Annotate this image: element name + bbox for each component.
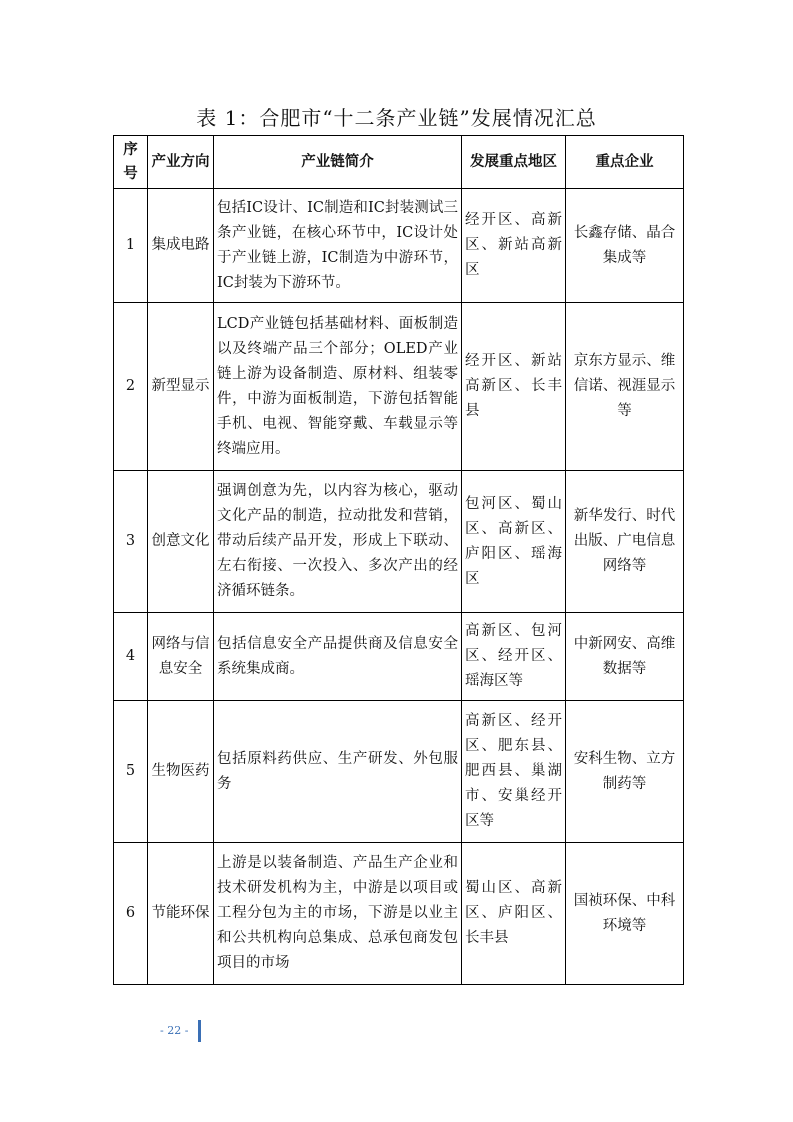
table-row <box>114 471 684 613</box>
row-enterprises: 长鑫存储、晶合集成等 <box>566 189 684 303</box>
table-row <box>114 843 684 985</box>
row-intro: 包括原料药供应、生产研发、外包服务 <box>214 701 462 843</box>
row-region: 包河区、蜀山区、高新区、庐阳区、瑶海区 <box>462 471 566 613</box>
row-index: 4 <box>114 613 148 701</box>
table-title: 表 1：合肥市“十二条产业链”发展情况汇总 <box>196 106 597 130</box>
row-enterprises: 安科生物、立方制药等 <box>566 701 684 843</box>
page-marker-bar <box>198 1020 201 1042</box>
row-enterprises: 新华发行、时代出版、广电信息网络等 <box>566 471 684 613</box>
row-index: 5 <box>114 701 148 843</box>
row-direction: 创意文化 <box>148 471 214 613</box>
row-region: 高新区、经开区、肥东县、肥西县、巢湖市、安巢经开区等 <box>462 701 566 843</box>
row-intro: LCD产业链包括基础材料、面板制造以及终端产品三个部分；OLED产业链上游为设备制造、原材料、组装零件，中游为面板制造，下游包括智能手机、电视、智能穿戴、车载显示等终端应用。 <box>214 303 462 471</box>
header-direction: 产业方向 <box>148 136 214 189</box>
row-enterprises: 京东方显示、维信诺、视涯显示等 <box>566 303 684 471</box>
row-index: 2 <box>114 303 148 471</box>
row-index: 3 <box>114 471 148 613</box>
table-row <box>114 701 684 843</box>
row-direction: 新型显示 <box>148 303 214 471</box>
row-index: 1 <box>114 189 148 303</box>
row-direction: 生物医药 <box>148 701 214 843</box>
row-enterprises: 中新网安、高维数据等 <box>566 613 684 701</box>
page-number: - 22 - <box>160 1024 189 1037</box>
row-intro: 上游是以装备制造、产品生产企业和技术研发机构为主，中游是以项目或工程分包为主的市场，下游是以业主和公共机构向总集成、总承包商发包项目的市场 <box>214 843 462 985</box>
row-intro: 包括信息安全产品提供商及信息安全系统集成商。 <box>214 613 462 701</box>
row-region: 经开区、高新区、新站高新区 <box>462 189 566 303</box>
row-intro: 强调创意为先，以内容为核心，驱动文化产品的制造，拉动批发和营销，带动后续产品开发，形成上下联动、左右衔接、一次投入、多次产出的经济循环链条。 <box>214 471 462 613</box>
row-region: 高新区、包河区、经开区、瑶海区等 <box>462 613 566 701</box>
header-index: 序号 <box>114 136 148 189</box>
header-enterprises: 重点企业 <box>566 136 684 189</box>
row-region: 经开区、新站高新区、长丰县 <box>462 303 566 471</box>
table-row <box>114 189 684 303</box>
row-direction: 节能环保 <box>148 843 214 985</box>
header-region: 发展重点地区 <box>462 136 566 189</box>
row-region: 蜀山区、高新区、庐阳区、长丰县 <box>462 843 566 985</box>
row-intro: 包括IC设计、IC制造和IC封装测试三条产业链，在核心环节中，IC设计处于产业链上游，IC制造为中游环节，IC封装为下游环节。 <box>214 189 462 303</box>
industry-chain-table <box>113 135 684 985</box>
table-row <box>114 303 684 471</box>
row-enterprises: 国祯环保、中科环境等 <box>566 843 684 985</box>
table-row <box>114 613 684 701</box>
row-index: 6 <box>114 843 148 985</box>
row-direction: 网络与信息安全 <box>148 613 214 701</box>
header-intro: 产业链简介 <box>214 136 462 189</box>
table-header-row <box>114 136 684 189</box>
row-direction: 集成电路 <box>148 189 214 303</box>
